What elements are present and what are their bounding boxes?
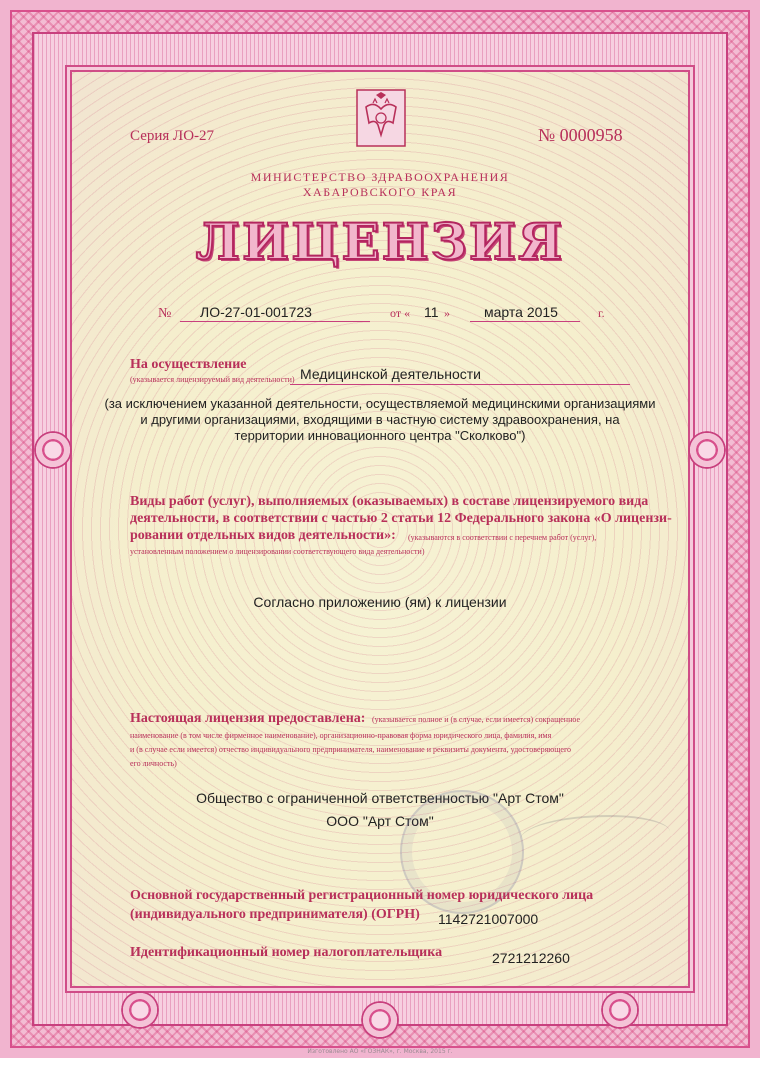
holder-full-name: Общество с ограниченной ответственностью "Арт Стом" (196, 790, 564, 806)
date-month-year: марта 2015 (484, 304, 558, 320)
activity-value: Медицинской деятельности (300, 366, 481, 382)
inn-label: Идентификационный номер налогоплательщика (130, 945, 443, 960)
printer-imprint: Изготовлено АО «ГОЗНАК», г. Москва, 2015 г. (307, 1048, 453, 1055)
holder-hint-line1: (указывается полное и (в случае, если имеется) сокращенное (372, 715, 581, 724)
works-heading-line1: Виды работ (услуг), выполняемых (оказываемых) в составе лицензируемого вида (130, 494, 649, 509)
license-number-sign: № (158, 306, 172, 321)
ogrn-label-line1: Основной государственный регистрационный номер юридического лица (130, 888, 594, 903)
activity-line (290, 384, 630, 385)
activity-note-line2: и другими организациями, входящими в частную систему здравоохранения, на (140, 412, 620, 427)
holder-short-name: ООО "Арт Стом" (326, 813, 434, 829)
holder-heading: Настоящая лицензия предоставлена: (130, 711, 366, 726)
license-number-line (180, 321, 370, 322)
holder-hint-line4: его личность) (130, 759, 177, 768)
ogrn-value: 1142721007000 (438, 911, 539, 927)
activity-note-line3: территории инновационного центра "Сколково") (234, 428, 526, 443)
works-value: Согласно приложению (ям) к лицензии (253, 594, 507, 610)
date-line (470, 321, 580, 322)
activity-label: На осуществление (130, 357, 247, 372)
ministry-name-line1: МИНИСТЕРСТВО ЗДРАВООХРАНЕНИЯ (250, 170, 510, 184)
works-heading-line3: ровании отдельных видов деятельности»: (130, 528, 396, 543)
holder-hint-line2: наименование (в том числе фирменное наименование), организационно-правовая форма юридического лица, фамилия, имя (130, 731, 552, 740)
series-label: Серия ЛО-27 (130, 128, 215, 144)
license-number-value: ЛО-27-01-001723 (200, 304, 312, 320)
holder-hint-line3: и (в случае если имеется) отчество индивидуального предпринимателя, наименование и реквизиты документа, удостоверяющего (130, 745, 572, 754)
date-suffix: г. (598, 306, 605, 320)
activity-hint: (указывается лицензируемый вид деятельности) (130, 375, 295, 384)
ogrn-label-line2: (индивидуального предпринимателя) (ОГРН) (130, 907, 420, 922)
form-number: № 0000958 (538, 125, 623, 145)
works-heading-line2: деятельности, в соответствии с частью 2 статьи 12 Федерального закона «О лицензи- (130, 511, 672, 526)
inn-value: 2721212260 (492, 950, 570, 966)
date-day: 11 (424, 304, 439, 320)
document-title: ЛИЦЕНЗИЯ (195, 212, 565, 271)
date-close-quote: » (444, 306, 450, 320)
date-prefix: от « (390, 306, 411, 320)
works-hint-line2: установленным положением о лицензировании соответствующего вида деятельности) (130, 547, 425, 556)
activity-note-line1: (за исключением указанной деятельности, осуществляемой медицинскими организациями (104, 396, 656, 411)
ministry-name-line2: ХАБАРОВСКОГО КРАЯ (302, 185, 458, 199)
works-hint-line1: (указываются в соответствии с перечнем работ (услуг), (408, 533, 597, 542)
coat-of-arms-icon (356, 89, 406, 147)
